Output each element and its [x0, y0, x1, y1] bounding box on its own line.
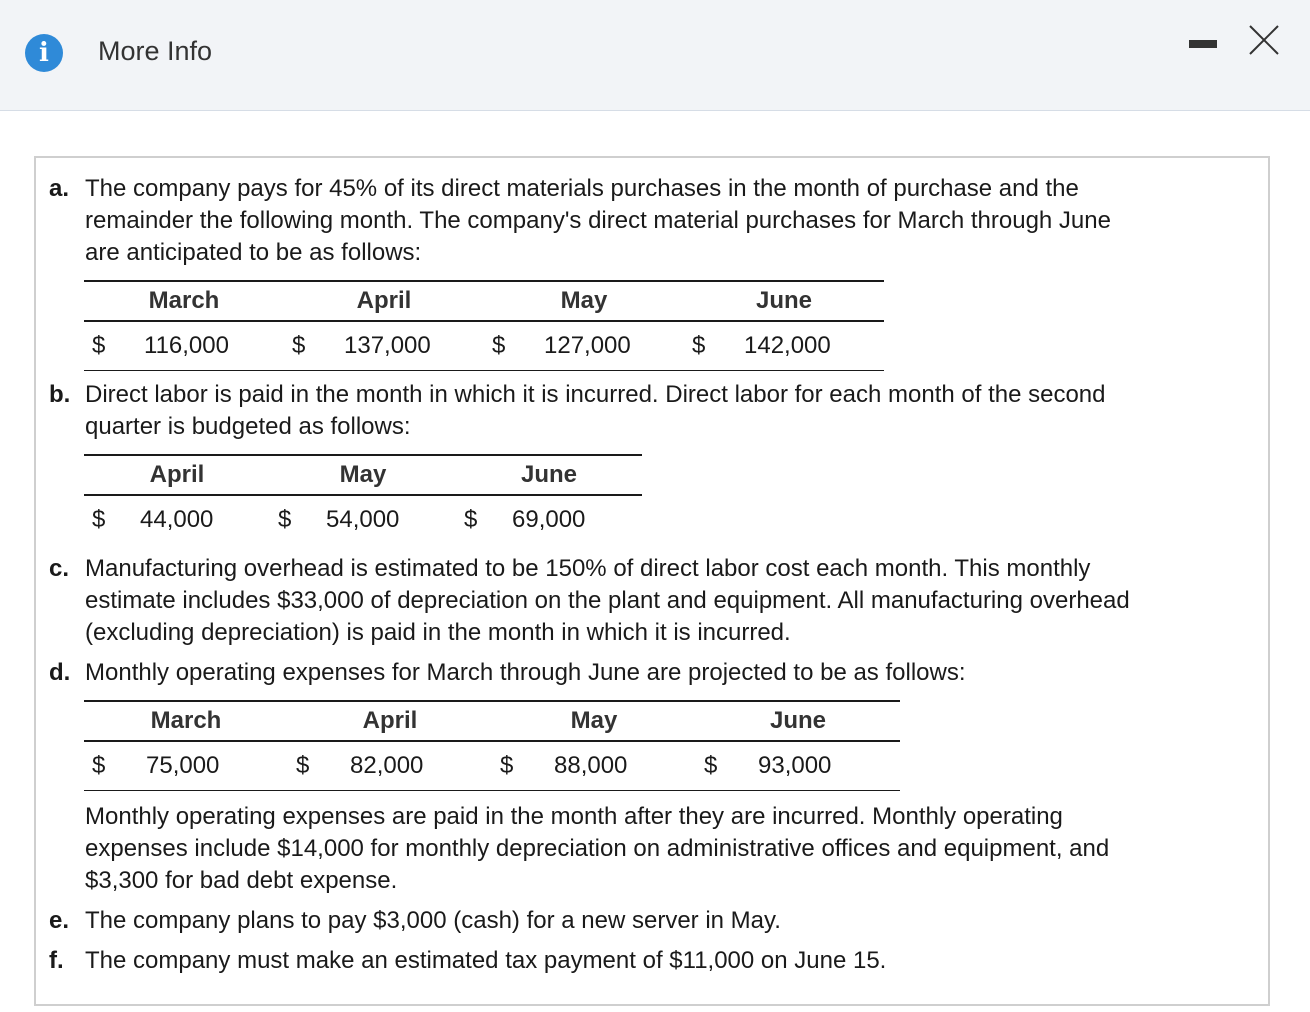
item-d	[49, 657, 1229, 689]
item-marker: d.	[49, 659, 71, 686]
column-header: May	[270, 455, 456, 495]
table-cell: 142,000	[744, 321, 884, 371]
item-d-note-line: expenses include $14,000 for monthly depreciation on administrative offices and equipment, and	[85, 835, 1110, 862]
currency-symbol: $	[288, 741, 350, 791]
operating-expenses-table	[84, 700, 900, 791]
currency-symbol: $	[464, 506, 478, 533]
table-cell: 93,000	[758, 741, 900, 791]
currency-symbol: $	[84, 321, 144, 371]
item-marker: b.	[49, 381, 71, 408]
column-header: June	[696, 701, 900, 741]
item-c-line: (excluding depreciation) is paid in the month in which it is incurred.	[85, 619, 791, 646]
item-b	[49, 379, 1229, 440]
item-e	[49, 905, 1229, 937]
currency-symbol: $	[492, 741, 554, 791]
item-e-line: The company plans to pay $3,000 (cash) for a new server in May.	[85, 907, 781, 934]
minimize-button[interactable]	[1186, 30, 1220, 64]
info-icon: i	[25, 34, 63, 72]
currency-symbol: $	[684, 321, 744, 371]
item-f-line: The company must make an estimated tax payment of $11,000 on June 15.	[85, 947, 887, 974]
item-a-line: The company pays for 45% of its direct materials purchases in the month of purchase and the	[85, 175, 1079, 202]
currency-symbol: $	[484, 321, 544, 371]
currency-symbol: $	[84, 741, 146, 791]
currency-symbol: $	[696, 741, 758, 791]
close-icon	[1244, 20, 1284, 60]
table-cell: 82,000	[350, 741, 492, 791]
column-header: April	[84, 455, 270, 495]
item-a-line: remainder the following month. The company's direct material purchases for March through June	[85, 207, 1111, 234]
item-c-line: estimate includes $33,000 of depreciation on the plant and equipment. All manufacturing overhead	[85, 587, 1130, 614]
purchases-table	[84, 280, 884, 371]
table-cell: 69,000	[512, 506, 586, 533]
item-d-line: Monthly operating expenses for March through June are projected to be as follows:	[85, 659, 966, 686]
column-header: March	[84, 281, 284, 321]
item-marker: f.	[49, 947, 64, 974]
item-marker: a.	[49, 175, 70, 202]
table-cell: 137,000	[344, 321, 484, 371]
column-header: March	[84, 701, 288, 741]
table-cell: 54,000	[326, 506, 400, 533]
dialog-title: More Info	[98, 36, 213, 66]
table-cell: 44,000	[140, 506, 214, 533]
item-a	[49, 173, 1229, 266]
item-f	[49, 945, 1229, 977]
item-marker: e.	[49, 907, 70, 934]
column-header: April	[288, 701, 492, 741]
table-cell: 88,000	[554, 741, 696, 791]
item-c-line: Manufacturing overhead is estimated to be 150% of direct labor cost each month. This monthly	[85, 555, 1091, 582]
item-b-line: quarter is budgeted as follows:	[85, 413, 411, 440]
item-d-note-line: $3,300 for bad debt expense.	[85, 867, 398, 894]
minimize-icon	[1189, 40, 1217, 48]
column-header: May	[492, 701, 696, 741]
item-marker: c.	[49, 555, 70, 582]
currency-symbol: $	[284, 321, 344, 371]
table-cell: 116,000	[144, 321, 284, 371]
column-header: May	[484, 281, 684, 321]
item-a-line: are anticipated to be as follows:	[85, 239, 422, 266]
item-b-line: Direct labor is paid in the month in which it is incurred. Direct labor for each month of the second	[85, 381, 1106, 408]
currency-symbol: $	[92, 506, 106, 533]
column-header: June	[456, 455, 642, 495]
column-header: April	[284, 281, 484, 321]
table-cell: 127,000	[544, 321, 684, 371]
item-d-note-line: Monthly operating expenses are paid in the month after they are incurred. Monthly operating	[85, 803, 1063, 830]
currency-symbol: $	[278, 506, 292, 533]
item-c	[49, 553, 1229, 646]
dialog-header	[0, 0, 1310, 111]
direct-labor-table	[84, 454, 642, 544]
table-cell: 75,000	[146, 741, 288, 791]
column-header: June	[684, 281, 884, 321]
close-button[interactable]	[1244, 20, 1284, 60]
